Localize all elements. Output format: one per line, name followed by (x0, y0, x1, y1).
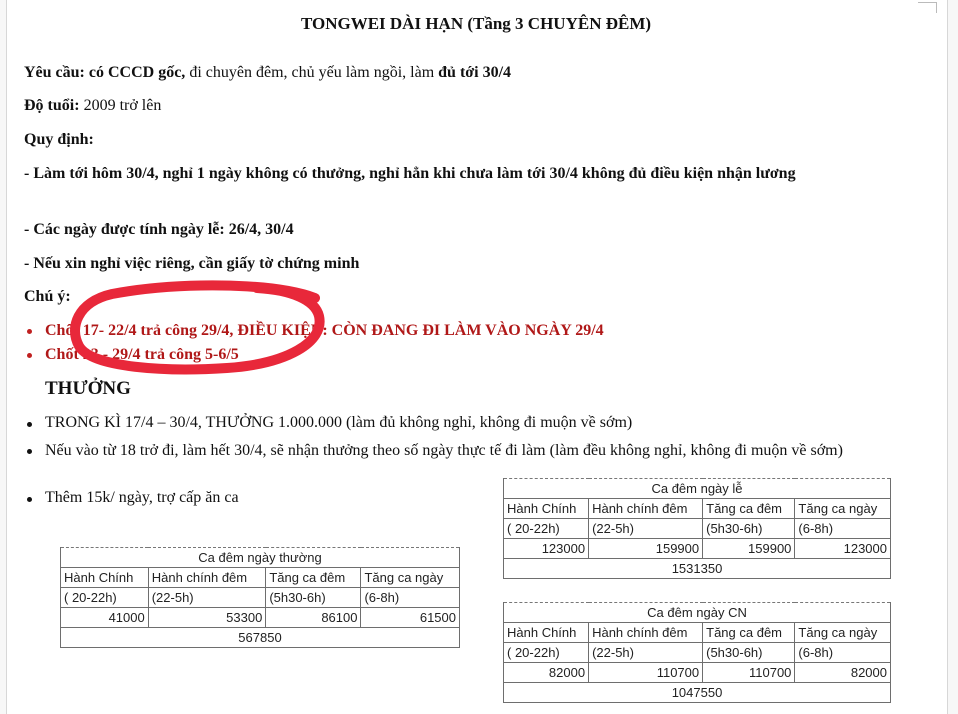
table-row (504, 559, 891, 579)
table-row (61, 568, 460, 588)
table-caption: Ca đêm ngày CN (504, 603, 891, 623)
pay-table-normal (60, 547, 460, 648)
table-header: Tăng ca đêm (703, 499, 795, 519)
requirement-text: đi chuyên đêm, chủ yếu làm ngồi, làm (185, 64, 439, 81)
rule-item: - Làm tới hôm 30/4, nghỉ 1 ngày không có thưởng, nghỉ hẳn khi chưa làm tới 30/4 không đủ điều kiện nhận lương (24, 165, 796, 182)
table-header: Tăng ca ngày (795, 499, 891, 519)
table-cell: ( 20-22h) (504, 519, 589, 539)
table-header: Tăng ca đêm (266, 568, 361, 588)
table-header: Tăng ca ngày (361, 568, 460, 588)
table-header: Hành chính đêm (148, 568, 266, 588)
table-row (61, 608, 460, 628)
table-row (504, 683, 891, 703)
rule-item: - Các ngày được tính ngày lễ: 26/4, 30/4 (24, 221, 294, 238)
table-cell: ( 20-22h) (61, 588, 149, 608)
bonus-heading: THƯỞNG (45, 378, 131, 399)
bonus-item: Thêm 15k/ ngày, trợ cấp ăn ca (45, 489, 239, 506)
table-caption: Ca đêm ngày lễ (504, 479, 891, 499)
table-cell: 86100 (266, 608, 361, 628)
pay-table-holiday (503, 478, 891, 579)
note-item: Chốt 23 - 29/4 trả công 5-6/5 (45, 346, 239, 363)
table-cell: 53300 (148, 608, 266, 628)
table-total: 1531350 (504, 559, 891, 579)
table-cell: 123000 (795, 539, 891, 559)
table-row (504, 539, 891, 559)
bullet-icon (27, 422, 32, 427)
bullet-icon (27, 353, 32, 358)
rules-heading: Quy định: (24, 131, 94, 148)
age-line (24, 97, 161, 115)
table-row (504, 663, 891, 683)
bonus-item: Nếu vào từ 18 trở đi, làm hết 30/4, sẽ nhận thưởng theo số ngày thực tế đi làm (làm đều không nghỉ, không đi muộn về sớm) (45, 442, 843, 459)
table-header: Hành Chính (61, 568, 149, 588)
table-cell: (6-8h) (361, 588, 460, 608)
table-row (504, 519, 891, 539)
table-header: Tăng ca đêm (703, 623, 795, 643)
table-header: Hành chính đêm (589, 499, 703, 519)
table-cell: ( 20-22h) (504, 643, 589, 663)
table-cell: 110700 (703, 663, 795, 683)
table-row (61, 628, 460, 648)
requirement-line (24, 64, 511, 82)
bullet-icon (27, 449, 32, 454)
note-item: Chốt 17- 22/4 trả công 29/4, ĐIỀU KIỆN: CÒN ĐANG ĐI LÀM VÀO NGÀY 29/4 (45, 322, 604, 339)
requirement-label: Yêu cầu: có CCCD gốc, (24, 64, 186, 81)
table-cell: 61500 (361, 608, 460, 628)
table-cell: 159900 (589, 539, 703, 559)
rule-item: - Nếu xin nghỉ việc riêng, cần giấy tờ chứng minh (24, 255, 360, 272)
table-cell: 159900 (703, 539, 795, 559)
requirement-deadline: đủ tới 30/4 (438, 64, 512, 81)
age-text: 2009 trở lên (79, 97, 162, 114)
document-title: TONGWEI DÀI HẠN (Tầng 3 CHUYÊN ĐÊM) (300, 14, 652, 33)
table-cell: 123000 (504, 539, 589, 559)
page-corner-mark (918, 2, 937, 13)
table-cell: 82000 (504, 663, 589, 683)
table-cell: (22-5h) (148, 588, 266, 608)
table-total: 1047550 (504, 683, 891, 703)
table-cell: (5h30-6h) (703, 519, 795, 539)
table-cell: 82000 (795, 663, 891, 683)
bullet-icon (27, 497, 32, 502)
table-cell: (5h30-6h) (266, 588, 361, 608)
document-page (6, 0, 948, 714)
table-header: Hành chính đêm (589, 623, 703, 643)
table-cell: 110700 (589, 663, 703, 683)
table-header: Hành Chính (504, 623, 589, 643)
bonus-item: TRONG KÌ 17/4 – 30/4, THƯỞNG 1.000.000 (làm đủ không nghỉ, không đi muộn về sớm) (45, 414, 633, 431)
bullet-icon (27, 329, 32, 334)
table-cell: (6-8h) (795, 643, 891, 663)
table-total: 567850 (61, 628, 460, 648)
table-cell: 41000 (61, 608, 149, 628)
table-header: Hành Chính (504, 499, 589, 519)
table-cell: (22-5h) (589, 643, 703, 663)
table-cell: (22-5h) (589, 519, 703, 539)
age-label: Độ tuổi: (24, 97, 80, 114)
pay-table-sunday (503, 602, 891, 703)
table-row (504, 643, 891, 663)
table-header: Tăng ca ngày (795, 623, 891, 643)
table-row (504, 623, 891, 643)
table-cell: (6-8h) (795, 519, 891, 539)
table-cell: (5h30-6h) (703, 643, 795, 663)
table-row (61, 588, 460, 608)
table-caption: Ca đêm ngày thường (61, 548, 460, 568)
note-heading: Chú ý: (24, 288, 71, 305)
table-row (504, 499, 891, 519)
